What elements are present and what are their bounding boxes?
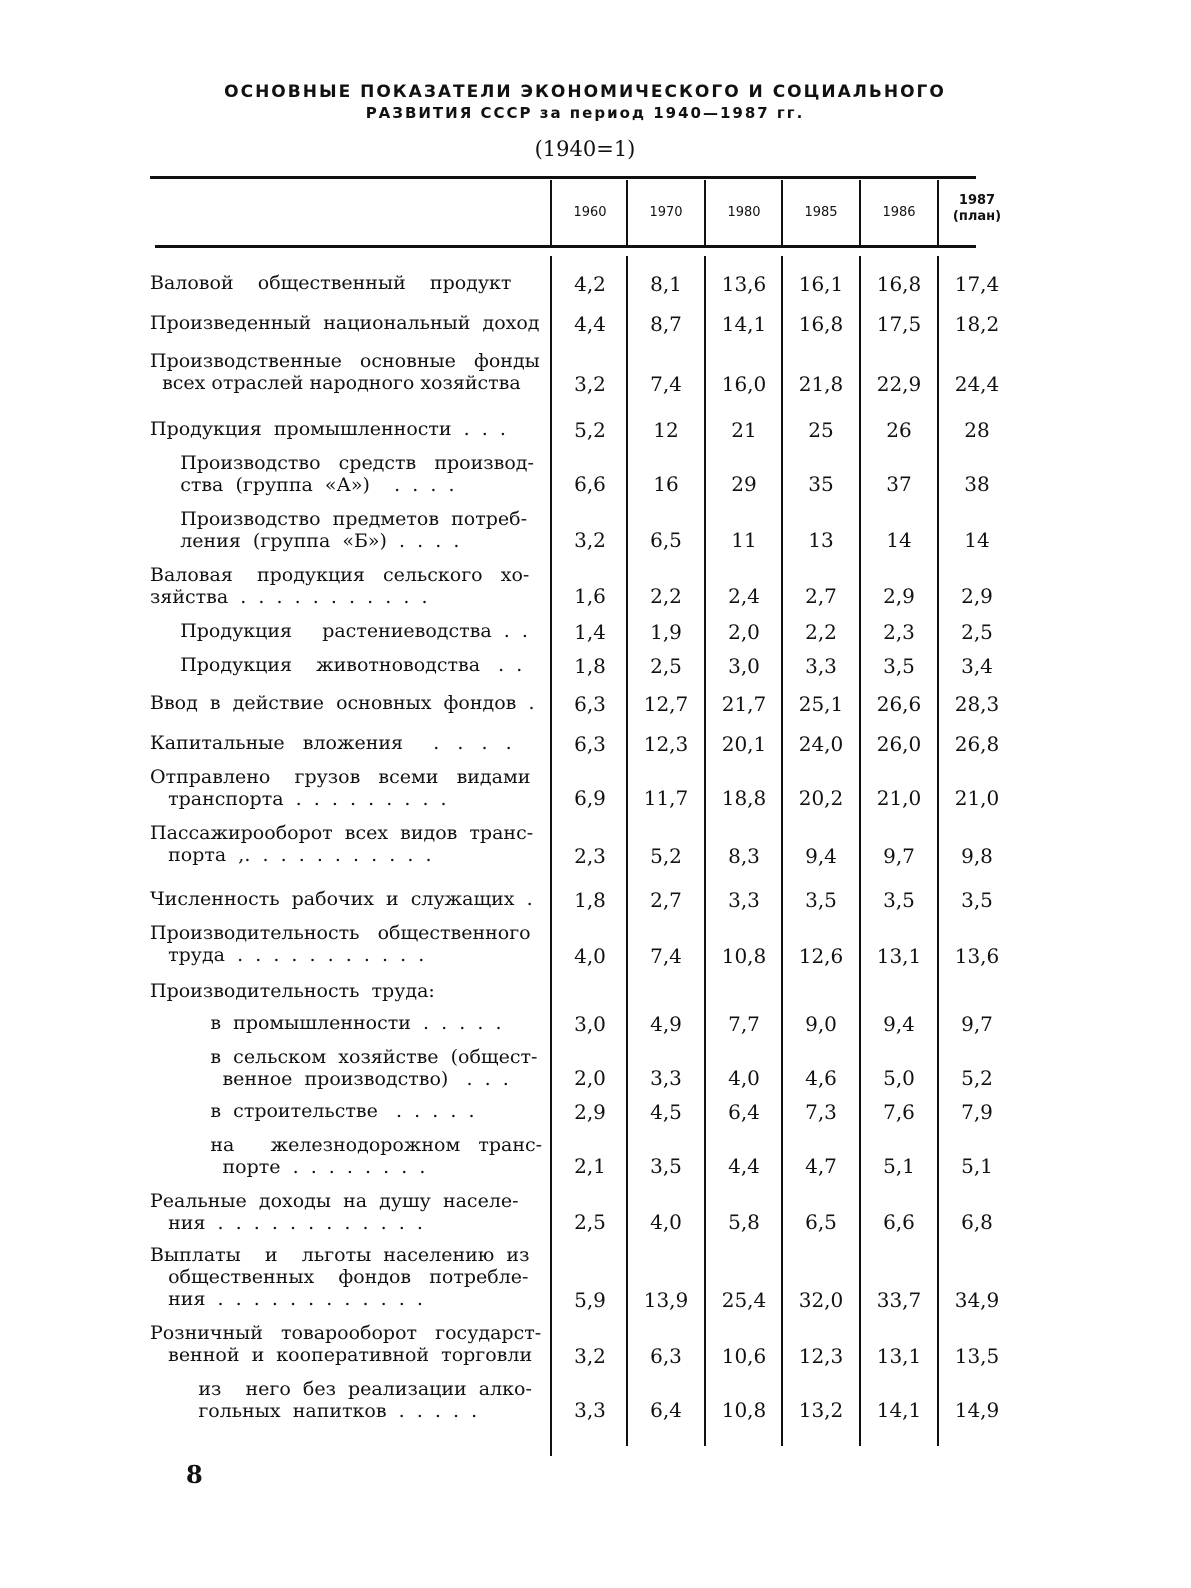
row-label <box>150 620 548 642</box>
table-cell: 6,3 <box>574 692 606 716</box>
row-label <box>150 732 548 754</box>
table-cell: 13,9 <box>643 1288 689 1312</box>
table-cell: 20,1 <box>721 732 767 756</box>
row-label-line: гольных напитков . . . . . <box>150 1400 478 1422</box>
table-cell: 3,5 <box>650 1154 682 1178</box>
row-label-line: транспорта . . . . . . . . . <box>150 788 447 810</box>
table-cell: 6,3 <box>574 732 606 756</box>
table-cell: 6,5 <box>805 1210 837 1234</box>
table-cell: 7,4 <box>650 944 682 968</box>
table-cell: 5,1 <box>883 1154 915 1178</box>
table-cell: 4,2 <box>574 272 606 296</box>
table-cell: 7,6 <box>883 1100 915 1124</box>
row-label-line: Отправлено грузов всеми видами <box>150 766 531 788</box>
table-cell: 14,1 <box>721 312 767 336</box>
table-cell: 25,1 <box>798 692 844 716</box>
table-cell: 26 <box>886 418 912 442</box>
table-cell: 34,9 <box>954 1288 1000 1312</box>
table-cell: 25 <box>808 418 834 442</box>
table-cell: 10,8 <box>721 944 767 968</box>
row-label-line: Реальные доходы на душу населе- <box>150 1190 519 1212</box>
table-cell: 14,1 <box>876 1398 922 1422</box>
table-cell: 26,0 <box>876 732 922 756</box>
col-header-plan: (план) <box>952 209 1002 224</box>
table-cell: 25,4 <box>721 1288 767 1312</box>
row-label-line: всех отраслей народного хозяйства <box>150 372 521 394</box>
table-cell: 6,3 <box>650 1344 682 1368</box>
row-label-line: Пассажирооборот всех видов транс- <box>150 822 534 844</box>
col-header-1980: 1980 <box>727 205 761 220</box>
table-cell: 3,5 <box>883 654 915 678</box>
table-cell: 24,0 <box>798 732 844 756</box>
table-cell: 3,4 <box>961 654 993 678</box>
col-header-1986: 1986 <box>882 205 916 220</box>
table-cell: 1,9 <box>650 620 682 644</box>
table-cell: 1,4 <box>574 620 606 644</box>
row-label <box>150 922 548 966</box>
row-label-line: труда . . . . . . . . . . . <box>150 944 425 966</box>
row-label <box>150 822 548 866</box>
table-cell: 4,0 <box>728 1066 760 1090</box>
row-label-line: порте . . . . . . . . <box>150 1156 426 1178</box>
table-cell: 9,4 <box>805 844 837 868</box>
table-cell: 3,2 <box>574 528 606 552</box>
base-year-note: (1940=1) <box>534 137 636 161</box>
table-cell: 7,7 <box>728 1012 760 1036</box>
table-cell: 3,3 <box>728 888 760 912</box>
table-cell: 2,7 <box>650 888 682 912</box>
table-cell: 8,1 <box>650 272 682 296</box>
table-cell: 33,7 <box>876 1288 922 1312</box>
table-cell: 35 <box>808 472 834 496</box>
table-cell: 26,6 <box>876 692 922 716</box>
table-cell: 13,1 <box>876 1344 922 1368</box>
row-label-line: Выплаты и льготы населению из <box>150 1244 530 1266</box>
col-header-1987-plan <box>939 193 1015 225</box>
row-label <box>150 312 548 334</box>
title-line-1: ОСНОВНЫЕ ПОКАЗАТЕЛИ ЭКОНОМИЧЕСКОГО И СОЦИАЛЬНОГО <box>224 82 946 102</box>
row-label-line: из него без реализации алко- <box>150 1378 532 1400</box>
table-cell: 2,0 <box>728 620 760 644</box>
table-cell: 16,8 <box>798 312 844 336</box>
table-cell: 18,8 <box>721 786 767 810</box>
row-label-line: общественных фондов потребле- <box>150 1266 529 1288</box>
row-label <box>150 272 548 294</box>
table-cell: 3,5 <box>805 888 837 912</box>
table-cell: 1,6 <box>574 584 606 608</box>
table-cell: 2,5 <box>574 1210 606 1234</box>
table-cell: 2,9 <box>883 584 915 608</box>
row-label-line: Продукция животноводства . . <box>150 654 523 676</box>
row-label-line: в строительстве . . . . . <box>150 1100 475 1122</box>
table-cell: 10,6 <box>721 1344 767 1368</box>
table-cell: 13,1 <box>876 944 922 968</box>
row-label <box>150 692 548 714</box>
table-cell: 21,7 <box>721 692 767 716</box>
table-cell: 22,9 <box>876 372 922 396</box>
table-cell: 4,4 <box>574 312 606 336</box>
table-cell: 5,2 <box>650 844 682 868</box>
row-label-line: ления (группа «Б») . . . . <box>150 530 460 552</box>
row-label <box>150 1244 548 1310</box>
page-number: 8 <box>186 1460 203 1489</box>
table-cell: 4,6 <box>805 1066 837 1090</box>
row-label-line: Продукция промышленности . . . <box>150 418 506 440</box>
table-cell: 17,4 <box>954 272 1000 296</box>
row-label <box>150 1046 548 1090</box>
table-cell: 4,7 <box>805 1154 837 1178</box>
table-cell: 12 <box>653 418 679 442</box>
table-cell: 3,0 <box>728 654 760 678</box>
table-cell: 9,4 <box>883 1012 915 1036</box>
table-cell: 12,3 <box>643 732 689 756</box>
table-cell: 2,3 <box>574 844 606 868</box>
table-cell: 4,9 <box>650 1012 682 1036</box>
row-label <box>150 980 548 1002</box>
row-label <box>150 1322 548 1366</box>
row-label <box>150 1012 548 1034</box>
row-label-line: в сельском хозяйстве (общест- <box>150 1046 538 1068</box>
table-cell: 14 <box>964 528 990 552</box>
row-label-line: венное производство) . . . <box>150 1068 509 1090</box>
table-cell: 14 <box>886 528 912 552</box>
row-label-line: венной и кооперативной торговли <box>150 1344 533 1366</box>
table-cell: 7,3 <box>805 1100 837 1124</box>
row-label-line: Численность рабочих и служащих . <box>150 888 533 910</box>
table-cell: 3,3 <box>805 654 837 678</box>
table-cell: 6,5 <box>650 528 682 552</box>
table-cell: 2,5 <box>650 654 682 678</box>
table-cell: 12,7 <box>643 692 689 716</box>
table-cell: 11,7 <box>643 786 689 810</box>
table-cell: 2,1 <box>574 1154 606 1178</box>
table-cell: 16,0 <box>721 372 767 396</box>
table-cell: 12,3 <box>798 1344 844 1368</box>
table-cell: 24,4 <box>954 372 1000 396</box>
table-cell: 16,1 <box>798 272 844 296</box>
table-cell: 9,7 <box>883 844 915 868</box>
table-cell: 2,7 <box>805 584 837 608</box>
row-label-line: ния . . . . . . . . . . . . <box>150 1212 423 1234</box>
table-cell: 10,8 <box>721 1398 767 1422</box>
col-header-1985: 1985 <box>804 205 838 220</box>
table-cell: 3,5 <box>883 888 915 912</box>
table-cell: 28 <box>964 418 990 442</box>
row-label-line: Капитальные вложения . . . . <box>150 732 512 754</box>
row-label-line: Ввод в действие основных фондов . <box>150 692 535 714</box>
table-cell: 13 <box>808 528 834 552</box>
table-cell: 8,7 <box>650 312 682 336</box>
table-cell: 13,2 <box>798 1398 844 1422</box>
header-rule <box>155 245 976 248</box>
row-label-line: в промышленности . . . . . <box>150 1012 502 1034</box>
table-cell: 37 <box>886 472 912 496</box>
row-label-line: порта ,. . . . . . . . . . . <box>150 844 432 866</box>
table-cell: 2,4 <box>728 584 760 608</box>
table-cell: 5,1 <box>961 1154 993 1178</box>
table-cell: 4,0 <box>574 944 606 968</box>
row-label <box>150 1378 548 1422</box>
table-cell: 3,3 <box>574 1398 606 1422</box>
table-cell: 4,0 <box>650 1210 682 1234</box>
table-cell: 2,0 <box>574 1066 606 1090</box>
table-cell: 12,6 <box>798 944 844 968</box>
row-label <box>150 418 548 440</box>
row-label <box>150 350 548 394</box>
table-cell: 16 <box>653 472 679 496</box>
table-cell: 7,4 <box>650 372 682 396</box>
row-label-line: Производство средств производ- <box>150 452 534 474</box>
row-label <box>150 508 548 552</box>
row-label <box>150 766 548 810</box>
table-cell: 6,6 <box>883 1210 915 1234</box>
table-cell: 1,8 <box>574 654 606 678</box>
table-cell: 21,8 <box>798 372 844 396</box>
table-cell: 7,9 <box>961 1100 993 1124</box>
row-label-line: Производственные основные фонды <box>150 350 540 372</box>
table-cell: 6,6 <box>574 472 606 496</box>
row-label-line: Производство предметов потреб- <box>150 508 527 530</box>
table-cell: 28,3 <box>954 692 1000 716</box>
table-cell: 29 <box>731 472 757 496</box>
top-rule <box>150 176 976 179</box>
table-cell: 21 <box>731 418 757 442</box>
row-label-line: на железнодорожном транс- <box>150 1134 543 1156</box>
row-label-line: Производительность общественного <box>150 922 531 944</box>
row-label-line: Продукция растениеводства . . <box>150 620 528 642</box>
table-cell: 3,2 <box>574 1344 606 1368</box>
table-cell: 5,2 <box>574 418 606 442</box>
title-line-2: РАЗВИТИЯ СССР за период 1940—1987 гг. <box>365 104 805 122</box>
table-cell: 5,0 <box>883 1066 915 1090</box>
table-cell: 11 <box>731 528 757 552</box>
row-label <box>150 452 548 496</box>
table-cell: 5,9 <box>574 1288 606 1312</box>
table-cell: 2,9 <box>961 584 993 608</box>
table-cell: 16,8 <box>876 272 922 296</box>
table-cell: 13,6 <box>954 944 1000 968</box>
table-cell: 26,8 <box>954 732 1000 756</box>
row-label <box>150 888 548 910</box>
table-cell: 3,2 <box>574 372 606 396</box>
table-cell: 3,5 <box>961 888 993 912</box>
table-cell: 14,9 <box>954 1398 1000 1422</box>
table-cell: 3,3 <box>650 1066 682 1090</box>
row-label <box>150 1190 548 1234</box>
table-cell: 9,8 <box>961 844 993 868</box>
row-label-line: Валовой общественный продукт <box>150 272 512 294</box>
table-cell: 4,5 <box>650 1100 682 1124</box>
row-label-line: Произведенный национальный доход <box>150 312 540 334</box>
table-cell: 13,6 <box>721 272 767 296</box>
table-cell: 38 <box>964 472 990 496</box>
col-header-1970: 1970 <box>649 205 683 220</box>
table-cell: 1,8 <box>574 888 606 912</box>
table-cell: 2,5 <box>961 620 993 644</box>
table-cell: 2,2 <box>805 620 837 644</box>
col-header-1960: 1960 <box>573 205 607 220</box>
col-header-1987: 1987 <box>958 193 996 208</box>
table-cell: 6,4 <box>650 1398 682 1422</box>
table-cell: 8,3 <box>728 844 760 868</box>
table-cell: 9,7 <box>961 1012 993 1036</box>
table-cell: 2,9 <box>574 1100 606 1124</box>
table-cell: 6,4 <box>728 1100 760 1124</box>
row-label <box>150 564 548 608</box>
table-cell: 32,0 <box>798 1288 844 1312</box>
table-cell: 6,8 <box>961 1210 993 1234</box>
row-label-line: ния . . . . . . . . . . . . <box>150 1288 423 1310</box>
table-cell: 2,3 <box>883 620 915 644</box>
table-cell: 20,2 <box>798 786 844 810</box>
row-label-line: Розничный товарооборот государст- <box>150 1322 542 1344</box>
table-cell: 4,4 <box>728 1154 760 1178</box>
table-cell: 9,0 <box>805 1012 837 1036</box>
table-cell: 2,2 <box>650 584 682 608</box>
table-cell: 13,5 <box>954 1344 1000 1368</box>
table-cell: 21,0 <box>876 786 922 810</box>
row-label <box>150 654 548 676</box>
row-label-line: зяйства . . . . . . . . . . . <box>150 586 428 608</box>
table-cell: 17,5 <box>876 312 922 336</box>
row-label-line: Производительность труда: <box>150 980 435 1002</box>
table-cell: 18,2 <box>954 312 1000 336</box>
table-cell: 21,0 <box>954 786 1000 810</box>
row-label-line: ства (группа «А») . . . . <box>150 474 455 496</box>
table-cell: 6,9 <box>574 786 606 810</box>
table-cell: 5,8 <box>728 1210 760 1234</box>
table-cell: 5,2 <box>961 1066 993 1090</box>
row-label-line: Валовая продукция сельского хо- <box>150 564 530 586</box>
table-cell: 3,0 <box>574 1012 606 1036</box>
row-label <box>150 1100 548 1122</box>
row-label <box>150 1134 548 1178</box>
